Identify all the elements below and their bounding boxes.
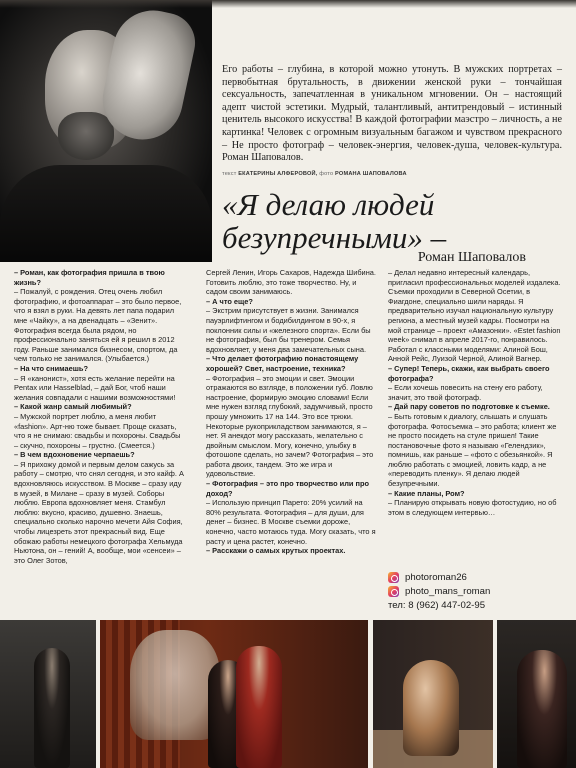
photo-two-women (100, 620, 368, 768)
contacts-block (388, 572, 568, 611)
interview-question: – Расскажи о самых крутых проектах. (206, 546, 346, 556)
instagram-icon (388, 586, 399, 597)
portrait-body (0, 165, 212, 262)
interview-question: – В чем вдохновение черпаешь? (14, 450, 135, 460)
interview-answer: – Если хочешь повесить на стену его работу, значит, это твой фотограф. (388, 383, 543, 402)
portrait-hand (95, 3, 200, 147)
photo-figure (403, 660, 459, 756)
interview-question: – Какой жанр самый любимый? (14, 402, 132, 412)
text-column-3 (388, 268, 564, 517)
interview-question: – Что делает фотографию понастоящему хорошей? Свет, настроение, техника? (206, 354, 359, 373)
text-column-1 (14, 268, 184, 565)
photo-drape (130, 630, 220, 740)
interview-answer: – Фотография – это эмоции и свет. Эмоции отражаются во взгляде, в положении губ. Ловлю настроение, формирую эмоцию словами! Если мне нужен взгляд глубокий, задумчивый, просто прошу умножить 17 на 144. Это все трюки. Некоторые рукоприкладством занимаются, я – нет. Я анекдот могу рассказать, желательно с двойным смыслом. Могу, конечно, улыбку в фотошопе сделать, но зачем? Фотография – это работа двоих, тандем. Это же игра и удовольствие. (206, 373, 374, 479)
interview-answer: Сергей Ленин, Игорь Сахаров, Надежда Шибина. Готовить люблю, это тоже творчество. Ну, и садом своим занимаюсь. (206, 268, 376, 297)
phone-number: тел: 8 (962) 447-02-95 (388, 600, 486, 611)
photo-figure (34, 648, 70, 768)
interview-question: – Роман, как фотография пришла в твою жизнь? (14, 268, 165, 287)
instagram-handle-1: photoroman26 (405, 572, 467, 583)
article-byline: Роман Шаповалов (417, 250, 526, 265)
bottom-photo-strip (0, 620, 576, 768)
photo-figure (236, 646, 282, 768)
interview-question: – На что снимаешь? (14, 363, 88, 373)
interview-answer: – Планирую открывать новую фотостудию, но об этом в следующем интервью… (388, 498, 557, 517)
portrait-beard (58, 112, 114, 160)
interview-answer: – Использую принцип Парето: 20% усилий на 80% результата. Фотография – для души, для денег – бизнес. В Москве съемки дороже, конечно, часто мотаюсь туда. Могу сказать, что я расту и цена растет, конечно. (206, 498, 376, 546)
instagram-icon (388, 572, 399, 583)
interview-answer: – Я прихожу домой и первым делом сажусь за работу – смотрю, что снял сегодня, и это кайф. А вдохновляюсь искусством. В Москве – сразу иду в музей, в Милане – сразу в музей. Соборы люблю. Европа вдохновляет меня. Стамбул люблю: вкусно, красиво, душевно. Знаешь, специально сколько нарочно мечети Айя София, чтобы лицезреть этот прекрасный вид. Еще обожаю работы немецкого фотографа Хельмуда Ньютона, он – гений! А, вообще, мои «сенсеи» – это Олег Зотов, (14, 459, 184, 565)
text-column-2 (206, 268, 376, 556)
photo-female-model (497, 620, 576, 768)
page-top-edge (0, 0, 576, 8)
credit-text-author: ЕКАТЕРИНЫ АЛФЕРОВОЙ, (238, 171, 318, 177)
photo-figure (517, 650, 567, 768)
article-headline: «Я делаю людей безупречными» – (222, 187, 447, 255)
interview-answer: – Мужской портрет люблю, а меня любит «fashion». Арт-ню тоже бывает. Проще сказать, что я не снимаю: свадьбы и похороны. Свадьбы – скучно, похороны – грустно. (Смеется.) (14, 411, 181, 450)
interview-question: – Дай пару советов по подготовке к съемке. (388, 402, 550, 412)
photographer-portrait (0, 0, 212, 262)
interview-answer: – Делал недавно интересный календарь, пригласил профессиональных моделей издалека. Съемки проходили в Северной Осетии, в Фиагдоне, специально шили наряды. Я предварительно изучал национальную культуру региона, а местный музей кадры. Посмотри на мой странице – проект «Амазонки». «Estet fashion week» снимал в апреле 2017-го, понравилось. Работал с классными моделями: Алиной Бош, Анной Рейс, Луизой Черной, Алиной Вагнер. (388, 268, 561, 364)
interview-answer: – Экстрим присутствует в жизни. Занимался пауэрлифтингом и бодибилдингом в 90-х, я поклонник силы и «железного спорта». Если бы не фотография, был бы тренером. Семья вдохновляет, у меня два замечательных сына. (206, 306, 371, 354)
photo-nude-art (373, 620, 493, 768)
article-credits (222, 171, 552, 177)
interview-question: – Супер! Теперь, скажи, как выбрать своего фотографа? (388, 363, 550, 383)
interview-answer: – Быть готовым к диалогу, слышать и слушать фотографа. Фотосъемка – это работа; клиент же не просто посидеть на стуле пришел! Такие постановочные фото я называю «Гелендзик», помнишь, как раньше – «фото с обезьянкой». Я люблю работать с эмоцией, ловить кадр, а не «переводить пленку». Я делаю людей безупречными. (388, 411, 557, 489)
interview-question: – А что еще? (206, 296, 253, 306)
intro-paragraph: Его работы – глубина, в которой можно утонуть. В мужских портретах – первобытная брутальность, в движении женской руки – тончайшая сексуальность, запечатленная в уникальном мгновении. Он – настоящий адепт чистой эстетики. Мудрый, талантливый, антитрендовый – истинный ценитель высокого искусства! В каждой фотографии маэстро – личность, а не картинка! Человек с огромным визуальным багажом и чувством прекрасного – Не просто фотограф – человек-энергия, человек-душа, человек-культура. Роман Шаповалов. (222, 64, 562, 164)
photo-male-model (0, 620, 96, 768)
credit-photo-author: РОМАНА ШАПОВАЛОВА (335, 171, 407, 177)
interview-question: – Фотография – это про творчество или про доход? (206, 479, 369, 498)
interview-answer: – Я «канонист», хотя есть желание перейти на Pentax или Hasselblad, – дай Бог, чтоб наши желания совпадали с нашими возможностями! (14, 373, 176, 402)
instagram-contact-1[interactable] (388, 572, 568, 583)
interview-answer: – Пожалуй, с рождения. Отец очень любил фотографию, и фотоаппарат – это было первое, что я взял в руки. На девять лет папа подарил мне «Чайку», а на двенадцать – «Зенит». Фотография всегда была рядом, но профессионально заняться ей я решил в 2012 году. Раньше занимался бизнесом, спортом, да чем только не занимался. (Улыбается.) (14, 287, 182, 364)
credit-text-label: текст (222, 171, 237, 177)
instagram-contact-2[interactable] (388, 586, 568, 597)
instagram-handle-2: photo_mans_roman (405, 586, 491, 597)
credit-photo-label: фото (319, 171, 334, 177)
interview-question: – Какие планы, Ром? (388, 488, 465, 498)
